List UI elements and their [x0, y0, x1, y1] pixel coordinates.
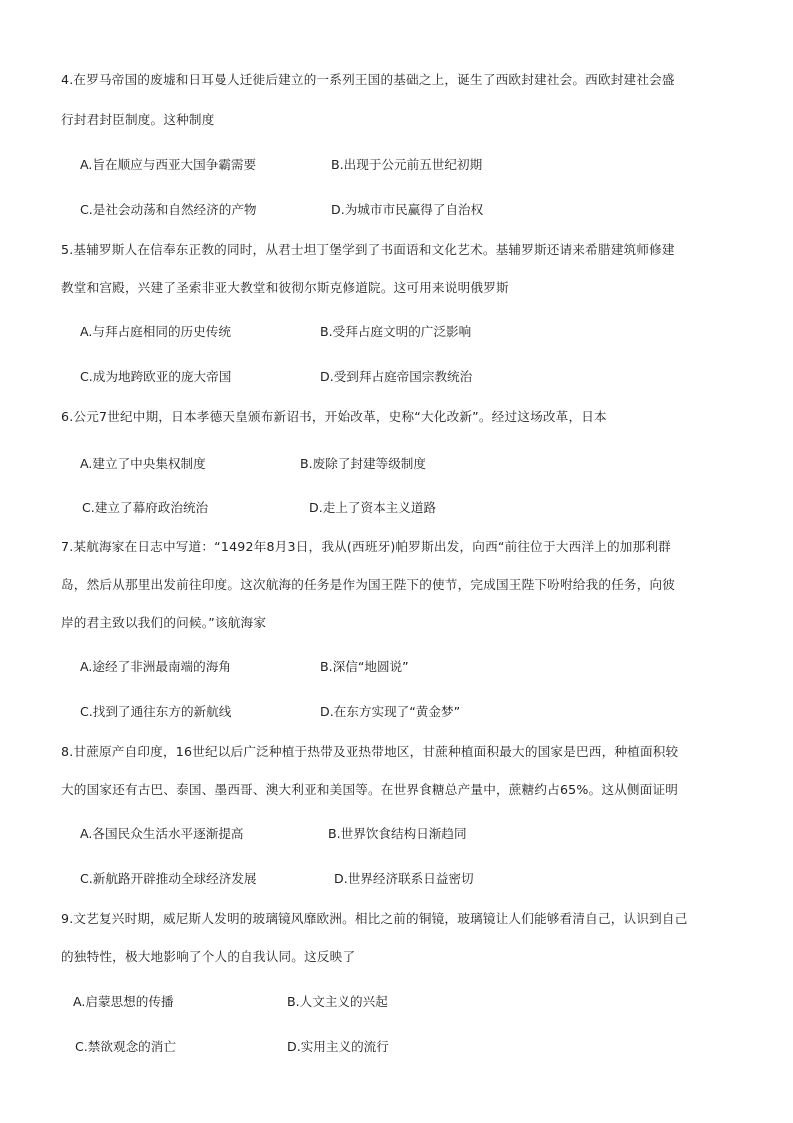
question-4-option-a: A.旨在顺应与西亚大国争霸需要: [80, 157, 257, 172]
question-7-stem-line-3: 岸的君主致以我们的问候。”该航海家: [61, 615, 267, 630]
question-9-stem-line-2: 的独特性，极大地影响了个人的自我认同。这反映了: [61, 949, 356, 964]
question-5-option-b: B.受拜占庭文明的广泛影响: [320, 324, 472, 339]
question-5-stem-line-1: 5.基辅罗斯人在信奉东正教的同时，从君士坦丁堡学到了书面语和文化艺术。基辅罗斯还请来希腊建筑师修建: [61, 242, 675, 257]
question-8-option-a: A.各国民众生活水平逐渐提高: [80, 826, 244, 841]
question-7-option-c: C.找到了通往东方的新航线: [80, 704, 232, 719]
question-4-stem-line-2: 行封君封臣制度。这种制度: [61, 112, 215, 127]
question-7-stem-line-2: 岛，然后从那里出发前往印度。这次航海的任务是作为国王陛下的使节，完成国王陛下吩咐给我的任务，向彼: [61, 577, 676, 592]
question-7-option-d: D.在东方实现了“黄金梦”: [320, 704, 461, 719]
question-8-stem-line-1: 8.甘蔗原产自印度，16世纪以后广泛种植于热带及亚热带地区，甘蔗种植面积最大的国家是巴西，种植面积较: [61, 744, 679, 759]
question-6-option-c: C.建立了幕府政治统治: [82, 500, 209, 515]
question-6-option-b: B.废除了封建等级制度: [300, 456, 426, 471]
question-4-option-b: B.出现于公元前五世纪初期: [331, 157, 483, 172]
question-9-stem-line-1: 9.文艺复兴时期，威尼斯人发明的玻璃镜风靡欧洲。相比之前的铜镜，玻璃镜让人们能够看清自己，认识到自己: [61, 911, 688, 926]
question-5-option-a: A.与拜占庭相同的历史传统: [80, 324, 231, 339]
question-5-stem-line-2: 教堂和宫殿，兴建了圣索非亚大教堂和彼彻尔斯克修道院。这可用来说明俄罗斯: [61, 280, 509, 295]
question-4-stem-line-1: 4.在罗马帝国的废墟和日耳曼人迁徙后建立的一系列王国的基础之上，诞生了西欧封建社会。西欧封建社会盛: [61, 72, 675, 87]
question-9-option-a: A.启蒙思想的传播: [73, 994, 174, 1009]
question-4-option-d: D.为城市市民赢得了自治权: [331, 202, 484, 217]
question-6-option-d: D.走上了资本主义道路: [309, 500, 437, 515]
question-4-option-c: C.是社会动荡和自然经济的产物: [80, 202, 257, 217]
question-8-option-c: C.新航路开辟推动全球经济发展: [80, 871, 257, 886]
question-6-stem-line-1: 6.公元7世纪中期，日本孝德天皇颁布新诏书，开始改革，史称“大化改新”。经过这场改革，日本: [61, 409, 607, 424]
question-8-option-b: B.世界饮食结构日渐趋同: [328, 826, 467, 841]
question-9-option-d: D.实用主义的流行: [287, 1039, 389, 1054]
question-7-option-b: B.深信“地圆说”: [320, 659, 409, 674]
question-5-option-c: C.成为地跨欧亚的庞大帝国: [80, 369, 232, 384]
question-9-option-c: C.禁欲观念的消亡: [75, 1039, 176, 1054]
question-9-option-b: B.人文主义的兴起: [287, 994, 388, 1009]
question-8-stem-line-2: 大的国家还有古巴、泰国、墨西哥、澳大利亚和美国等。在世界食糖总产量中，蔗糖约占65%。这从侧面证明: [61, 782, 679, 797]
question-8-option-d: D.世界经济联系日益密切: [334, 871, 474, 886]
question-7-stem-line-1: 7.某航海家在日志中写道：“1492年8月3日，我从(西班牙)帕罗斯出发，向西“前往位于大西洋上的加那利群: [61, 539, 671, 554]
question-7-option-a: A.途经了非洲最南端的海角: [80, 659, 231, 674]
question-5-option-d: D.受到拜占庭帝国宗教统治: [320, 369, 473, 384]
question-6-option-a: A.建立了中央集权制度: [80, 456, 206, 471]
